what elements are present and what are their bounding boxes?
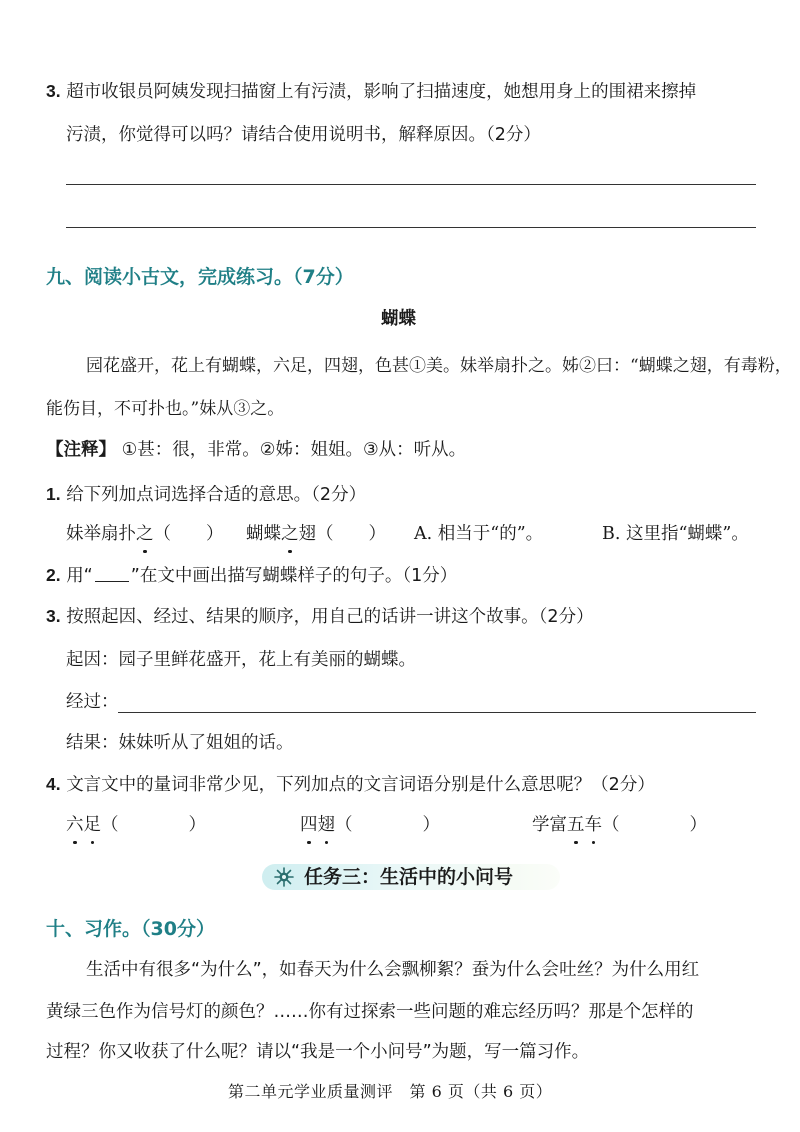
- dotted-char: 翅: [317, 815, 335, 835]
- q9-4-word-3: 学富五车（ ）: [532, 815, 707, 835]
- section-9-heading: 九、阅读小古文，完成练习。（7分）: [46, 266, 354, 288]
- passage-title: 蝴蝶: [381, 309, 416, 329]
- question-9-2: 2. 用“ ”在文中画出描写蝴蝶样子的句子。（1分）: [46, 565, 458, 586]
- story-cause: 起因：园子里鲜花盛开，花上有美丽的蝴蝶。: [66, 650, 416, 670]
- essay-prompt-line: 生活中有很多“为什么”，如春天为什么会飘柳絮？蚕为什么会吐丝？为什么用红: [86, 960, 700, 980]
- task-banner-title: 任务三：生活中的小问号: [304, 866, 514, 888]
- answer-paren[interactable]: 翅（ ）: [298, 524, 386, 544]
- dotted-word: 之: [136, 524, 154, 544]
- option-b: B. 这里指“蝴蝶”。: [602, 524, 749, 544]
- q9-1-item-1: 妹举扇扑之（ ）: [66, 524, 224, 544]
- question-9-3: [46, 604, 594, 629]
- answer-paren[interactable]: （ ）: [602, 815, 707, 835]
- question-8-3: [46, 79, 696, 104]
- q9-4-word-1: [66, 813, 206, 837]
- question-9-4: [46, 772, 655, 797]
- answer-line[interactable]: [66, 184, 756, 185]
- story-process-label: 经过：: [66, 692, 119, 712]
- dotted-char: 足: [83, 815, 101, 835]
- q9-1-item-2: 蝴蝶之翅（ ）: [246, 524, 386, 544]
- question-text: 超市收银员阿姨发现扫描窗上有污渍，影响了扫描速度，她想用身上的围裙来擦掉: [66, 82, 697, 102]
- answer-line[interactable]: [118, 712, 756, 713]
- page-footer: 第二单元学业质量测评 第 6 页（共 6 页）: [228, 1082, 553, 1101]
- question-number: 2.: [46, 565, 61, 585]
- story-result: 结果：妹妹听从了姐姐的话。: [66, 733, 294, 753]
- notes: [46, 438, 466, 462]
- passage-line: 园花盛开，花上有蝴蝶，六足，四翅，色甚①美。妹举扇扑之。姊②曰：“蝴蝶之翅，有毒粉，: [86, 356, 792, 376]
- answer-line[interactable]: [66, 227, 756, 228]
- question-8-3-line2: 污渍，你觉得可以吗？请结合使用说明书，解释原因。（2分）: [66, 125, 541, 145]
- q9-4-word-2: [300, 813, 440, 837]
- underline-sample: [95, 565, 129, 582]
- question-number: 4.: [46, 774, 61, 794]
- dotted-char: 四: [300, 815, 318, 835]
- question-text: 按照起因、经过、结果的顺序，用自己的话讲一讲这个故事。（2分）: [66, 607, 594, 627]
- answer-paren[interactable]: （ ）: [153, 524, 224, 544]
- option-a: A. 相当于“的”。: [414, 524, 544, 544]
- question-number: 3.: [46, 81, 61, 101]
- notes-text: ①甚：很，非常。②姊：姐姐。③从：听从。: [121, 440, 467, 460]
- sparkle-icon: [272, 866, 296, 888]
- question-number: 1.: [46, 484, 61, 504]
- dotted-char: 六: [66, 815, 84, 835]
- question-9-1: [46, 482, 366, 507]
- notes-label: 【注释】: [46, 440, 116, 460]
- question-text: 给下列加点词选择合适的意思。（2分）: [66, 485, 367, 505]
- question-number: 3.: [46, 606, 61, 626]
- essay-prompt-line: 过程？你又收获了什么呢？请以“我是一个小问号”为题，写一篇习作。: [46, 1042, 590, 1062]
- passage-line: 能伤目，不可扑也。”妹从③之。: [46, 399, 285, 419]
- question-text: 文言文中的量词非常少见，下列加点的文言词语分别是什么意思呢？（2分）: [66, 775, 655, 795]
- answer-paren[interactable]: （ ）: [101, 815, 206, 835]
- dotted-word: 之: [281, 524, 299, 544]
- essay-prompt-line: 黄绿三色作为信号灯的颜色？……你有过探索一些问题的难忘经历吗？那是个怎样的: [46, 1002, 694, 1022]
- section-10-heading: 十、习作。（30分）: [46, 918, 215, 940]
- dotted-char: 五: [567, 815, 585, 835]
- answer-paren[interactable]: （ ）: [335, 815, 440, 835]
- dotted-char: 车: [584, 815, 602, 835]
